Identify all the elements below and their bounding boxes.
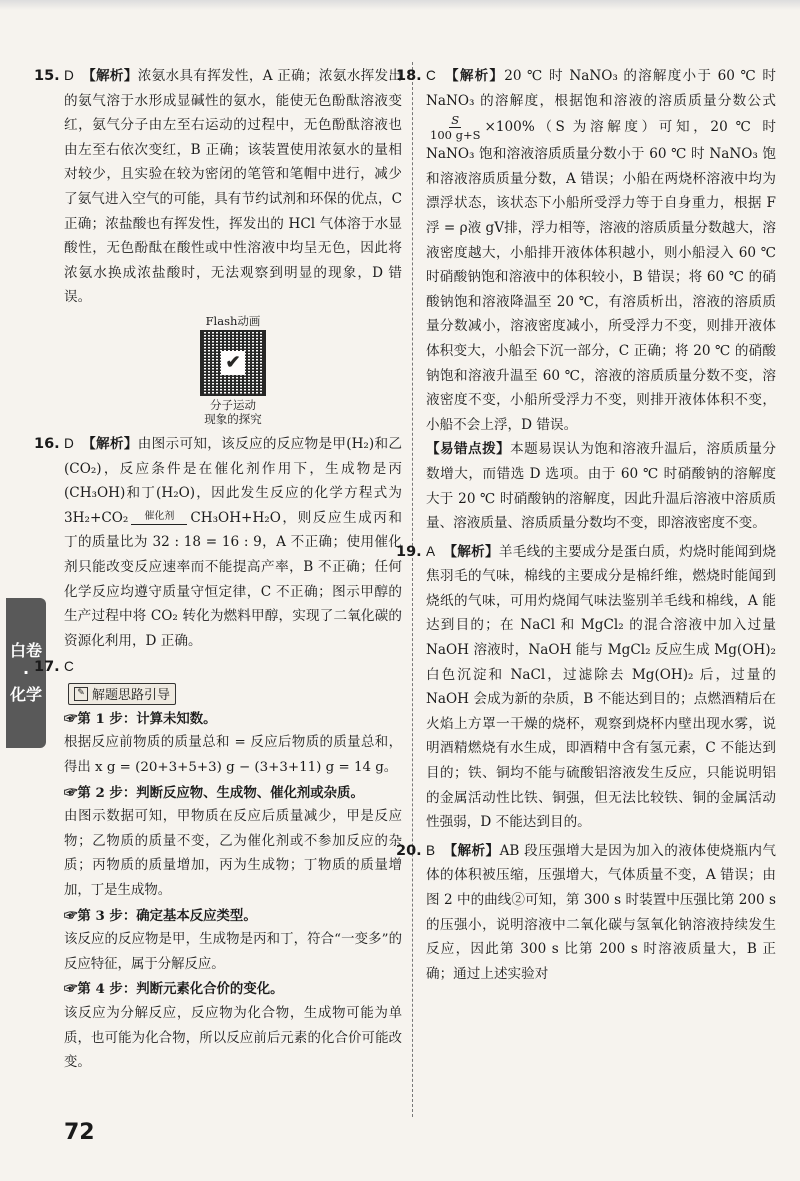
checkmark-icon: ✔: [221, 351, 245, 375]
question-number: 16.: [34, 435, 60, 452]
hand-pointer-icon: ☞: [64, 907, 78, 924]
qr-code-icon[interactable]: [200, 330, 266, 396]
fraction-denominator: 100 g+S: [430, 128, 481, 143]
side-tab-char: 白卷: [9, 641, 42, 660]
question-number: 19.: [396, 543, 422, 560]
question-15: [34, 64, 402, 310]
page-number: 72: [64, 1120, 95, 1145]
answer-letter: C: [426, 68, 436, 83]
step-body: 该反应为分解反应，反应物为化合物，生成物可能为单质，也可能为化合物，所以反应前后元素的化合价可能改变。: [64, 1006, 402, 1071]
solubility-fraction: [428, 113, 482, 142]
error-tip-tag: 【易错点拨】: [426, 441, 511, 458]
step-text: 第 1 步：计算未知数。: [77, 710, 217, 727]
analysis-tag: 【解析】: [81, 68, 138, 84]
left-column: [34, 64, 402, 1076]
analysis-text: AB 段压强增大是因为加入的液体使烧瓶内气体的体积被压缩，压强增大，气体质量不变，A 错误；由图 2 中的曲线②可知，第 300 s 时装置中压强比第 200 s 的压强小，说明溶液中二氧化碳与氢氧化钠溶液持续发生反应，因此第 300 s 比第 200 s 时溶液质量大，B 正确；通过上述实验对: [426, 842, 776, 982]
analysis-tag: 【解析】: [443, 68, 505, 84]
analysis-tag: 【解析】: [443, 842, 500, 859]
step-text: 第 3 步：确定基本反应类型。: [77, 907, 257, 924]
step-title: [64, 707, 402, 732]
answer-letter: D: [64, 435, 74, 451]
qr-label: Flash动画: [205, 313, 261, 328]
analysis-text: 羊毛线的主要成分是蛋白质，灼烧时能闻到烧焦羽毛的气味，棉线的主要成分是棉纤维，燃烧时能闻到烧纸的气味，可用灼烧闻气味法鉴别羊毛线和棉线，A 能达到目的；在 NaCl 和 MgCl₂ 的混合溶液中加入过量 NaOH 溶液时，NaOH 能与 MgCl₂ 反应生成 Mg(OH)₂ 白色沉淀和 NaCl，过滤除去 Mg(OH)₂ 后，过量的 NaOH 会成为新的杂质，B 不能达到目的；点燃酒精后在火焰上方罩一干燥的烧杯，观察到烧杯内壁出现水雾，说明酒精燃烧有水生成，即酒精中含有氢元素，C 不能达到目的；铁、铜均不能与硫酸铝溶液发生反应，只能说明铝的金属活动性比铁、铜强，但无法比较铁、铜的金属活动性强弱，D 不能达到目的。: [426, 543, 776, 831]
hand-pointer-icon: ☞: [64, 981, 78, 998]
side-tab-char: 化学: [9, 685, 42, 704]
answer-letter: B: [426, 842, 436, 858]
fraction-numerator: S: [451, 113, 460, 128]
question-number: 15.: [34, 68, 60, 84]
error-tip-text: 本题易误认为饱和溶液升温后，溶质质量分数增大，而错选 D 选项。由于 60 ℃ 时硝酸钠的溶解度大于 20 ℃ 时硝酸钠的溶解度，因此升温后溶液中溶质质量、溶液质量、溶质质量分数均不变，即溶液密度不变。: [426, 441, 777, 532]
page-edge-shadow: [0, 0, 800, 10]
question-17: [34, 655, 402, 680]
step-text: 第 4 步：判断元素化合价的变化。: [77, 981, 284, 998]
step-body: 由图示数据可知，甲物质在反应后质量减少，甲是反应物；乙物质的质量不变，乙为催化剂或不参加反应的杂质；丙物质的质量增加，丙为生成物；丁物质的质量增加，丁是生成物。: [64, 809, 402, 899]
qr-caption: 现象的探究: [204, 411, 262, 426]
step-body: 该反应的反应物是甲，生成物是丙和丁，符合“一变多”的反应特征，属于分解反应。: [64, 932, 402, 972]
analysis-tag: 【解析】: [443, 543, 499, 560]
error-tip: [426, 437, 776, 535]
question-16: [34, 432, 402, 653]
answer-letter: A: [426, 543, 436, 559]
analysis-tag: 【解析】: [81, 435, 138, 452]
analysis-text: CH₃OH+H₂O，则反应生成丙和丁的质量比为 32 : 18 = 16 : 9，A 不正确；使用催化剂只能改变反应速率而不能提高产率，B 不正确；任何化学反应均遵守质量守恒定律，C 不正确；图示甲醇的生产过程中将 CO₂ 转化为燃料甲醇，实现了二氧化碳的资源化利用，D 正确。: [64, 509, 402, 649]
analysis-text: 浓氨水具有挥发性，A 正确；浓氨水挥发出的氨气溶于水形成显碱性的氨水，能使无色酚酞溶液变红，氨气分子由左至右运动的过程中，无色酚酞溶液也由左至右依次变红，B 正确；该装置使用浓氨水的量相对较少，且实验在较为密闭的笔管和笔帽中进行，减少了氨气进入空气的可能，具有节约试剂和环保的优点，C 正确；浓盐酸也有挥发性，挥发出的 HCl 气体溶于水显酸性，无色酚酞在酸性或中性溶液中均呈无色，因此将浓氨水换成浓盐酸时，无法观察到明显的现象，D 错误。: [64, 68, 402, 306]
side-tab-char: ·: [22, 663, 30, 682]
right-column: [396, 64, 777, 986]
guide-label: 解题思路引导: [92, 688, 171, 704]
hand-pointer-icon: ☞: [64, 784, 78, 801]
analysis-text: 20 ℃ 时 NaNO₃ 的溶解度小于 60 ℃ 时 NaNO₃ 的溶解度，根据饱和溶液的溶质质量分数公式: [426, 68, 777, 109]
hand-pointer-icon: ☞: [64, 710, 78, 727]
step-title: [64, 781, 402, 806]
question-19: [396, 540, 776, 835]
step-title: [64, 904, 402, 929]
guide-icon: ✎: [74, 687, 88, 701]
answer-letter: C: [64, 659, 74, 675]
catalyst-arrow: [131, 512, 187, 525]
question-18: [396, 64, 777, 437]
step-text: 第 2 步：判断反应物、生成物、催化剂或杂质。: [77, 784, 364, 801]
question-number: 18.: [396, 68, 422, 84]
step-body: 根据反应前物质的质量总和 = 反应后物质的质量总和，得出 x g = (20+3+5+3) g − (3+3+11) g = 14 g。: [64, 735, 402, 776]
question-number: 20.: [396, 842, 422, 859]
qr-code-block[interactable]: [64, 314, 402, 426]
solution-guide-badge: [68, 683, 176, 705]
catalyst-label: 催化剂: [144, 510, 175, 522]
answer-letter: D: [64, 68, 74, 83]
qr-caption: 分子运动: [210, 397, 256, 412]
column-divider: [412, 62, 413, 1117]
question-20: [396, 839, 776, 987]
step-title: [64, 977, 402, 1002]
analysis-text: 由图示可知，该反应的反应物是甲(H₂)和乙(CO₂)，反应条件是在催化剂作用下，生成物是丙(CH₃OH)和丁(H₂O)，因此发生反应的化学方程式为 3H₂+CO₂: [64, 435, 402, 526]
analysis-text: ×100%（S 为溶解度）可知，20 ℃ 时 NaNO₃ 饱和溶液溶质质量分数小于 60 ℃ 时 NaNO₃ 饱和溶液溶质质量分数，A 错误；小船在两烧杯溶液中均为漂浮状态，该状态下小船所受浮力等于自身重力，根据 F浮 = ρ液 gV排，浮力相等，溶液的溶质质量分数越大，溶液密度越大，小船排开液体体积越小，则小船浸入 60 ℃ 时硝酸钠饱和溶液中的体积较小，B 错误；将 60 ℃ 的硝酸钠饱和溶液降温至 20 ℃，有溶质析出，溶液的溶质质量分数减小，溶液密度减小，所受浮力不变，则排开液体体积变大，小船会下沉一部分，C 正确；将 20 ℃ 的硝酸钠饱和溶液升温至 60 ℃，溶液的溶质质量分数不变，溶液密度不变，小船所受浮力不变，则排开液体体积不变，小船不会上浮，D 错误。: [426, 119, 776, 433]
question-number: 17.: [34, 659, 60, 676]
